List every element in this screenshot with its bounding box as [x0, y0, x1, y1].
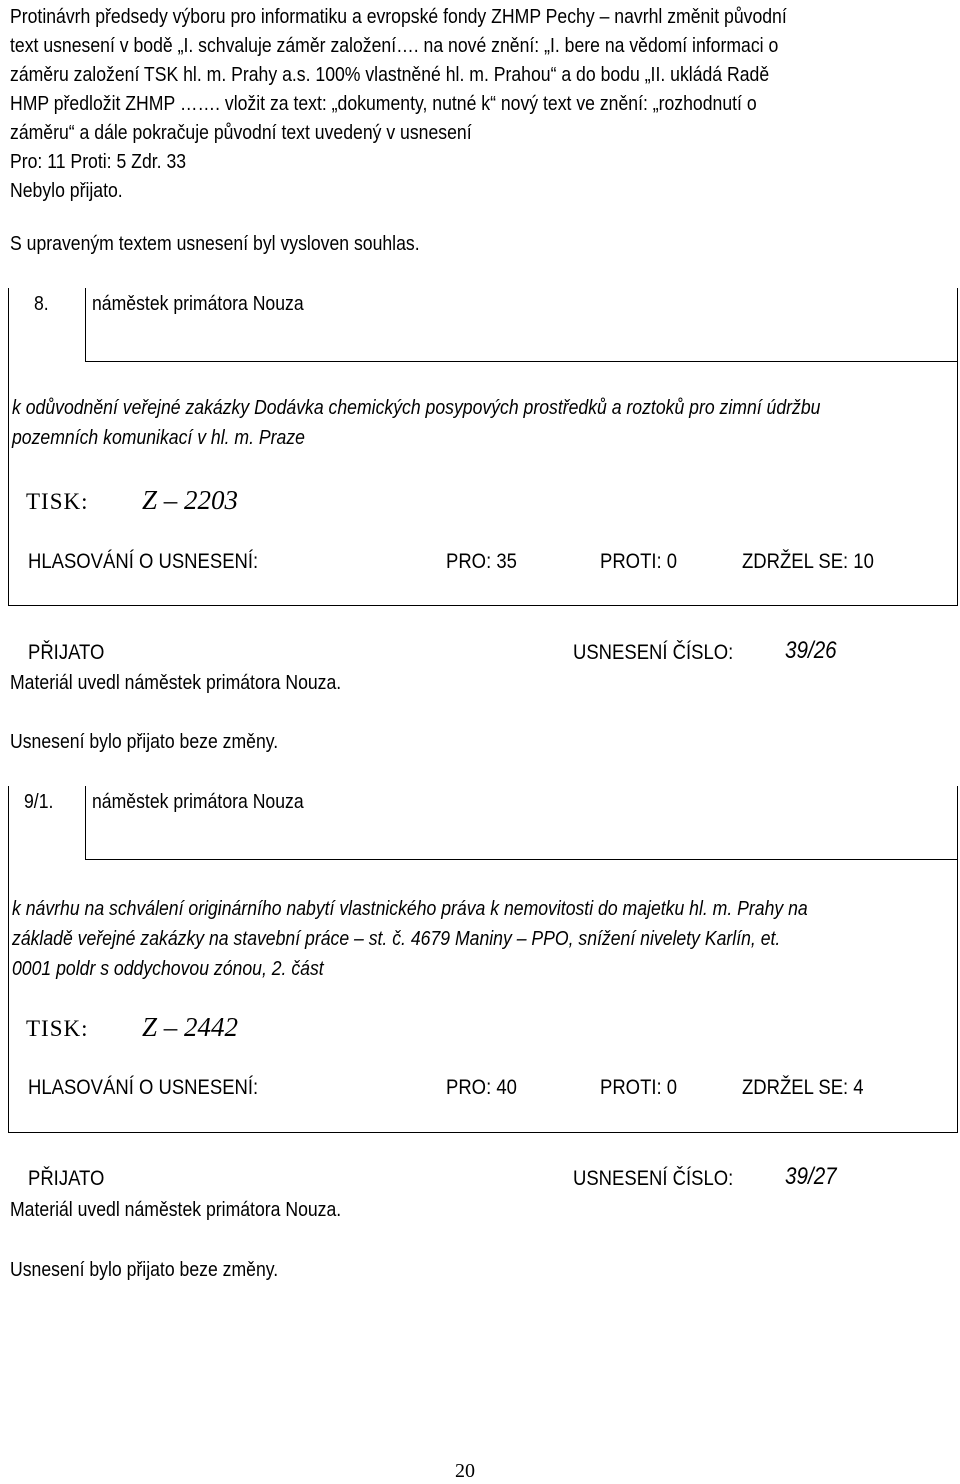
intro-line: text usnesení v bodě „I. schvaluje záměr založení…. na nové znění: „I. bere na vědomí informaci o [10, 34, 779, 57]
resolution-status: PŘIJATO [28, 640, 105, 664]
item-header-underline [85, 859, 958, 860]
resolution-label: USNESENÍ ČÍSLO: [573, 640, 734, 664]
subject-line: základě veřejné zakázky na stavební práce – st. č. 4679 Maniny – PPO, snížení nivelety Karlín, et. [12, 927, 781, 950]
item-presenter: náměstek primátora Nouza [92, 790, 304, 813]
resolution-note: Usnesení bylo přijato beze změny. [10, 730, 279, 753]
resolution-label: USNESENÍ ČÍSLO: [573, 1166, 734, 1190]
subject-line: 0001 poldr s oddychovou zónou, 2. část [12, 957, 324, 980]
intro-line: záměru“ a dále pokračuje původní text uvedený v usnesení [10, 121, 472, 144]
item-header-underline [85, 361, 958, 362]
vote-pro: PRO: 35 [446, 549, 517, 573]
material-note: Materiál uvedl náměstek primátora Nouza. [10, 671, 342, 694]
tisk-code: Z – 2203 [142, 485, 239, 515]
item-number: 9/1. [24, 790, 54, 813]
resolution-note: Usnesení bylo přijato beze změny. [10, 1258, 279, 1281]
resolution-number: 39/27 [785, 1163, 837, 1190]
vote-zdrzel: ZDRŽEL SE: 10 [742, 549, 874, 573]
intro-result: Nebylo přijato. [10, 179, 123, 202]
tisk-code: Z – 2442 [142, 1012, 239, 1042]
item-header-divider [85, 786, 86, 860]
item-header-divider [85, 288, 86, 362]
tisk-label: TISK: [26, 1016, 89, 1041]
subject-line: k odůvodnění veřejné zakázky Dodávka chemických posypových prostředků a roztoků pro zimní údržbu [12, 396, 821, 419]
intro-consent: S upraveným textem usnesení byl vysloven souhlas. [10, 232, 420, 255]
intro-line: záměru založení TSK hl. m. Prahy a.s. 100% vlastněné hl. m. Prahou“ a do bodu „II. ukládá Radě [10, 63, 770, 86]
item-subject [12, 393, 958, 453]
material-note: Materiál uvedl náměstek primátora Nouza. [10, 1198, 342, 1221]
vote-label: HLASOVÁNÍ O USNESENÍ: [28, 549, 259, 573]
intro-vote-line: Pro: 11 Proti: 5 Zdr. 33 [10, 150, 187, 173]
subject-line: k návrhu na schválení originárního nabytí vlastnického práva k nemovitosti do majetku hl. m. Prahy na [12, 897, 808, 920]
vote-label: HLASOVÁNÍ O USNESENÍ: [28, 1075, 259, 1099]
intro-paragraph [10, 2, 956, 205]
intro-line: Protinávrh předsedy výboru pro informatiku a evropské fondy ZHMP Pechy – navrhl změnit původní [10, 5, 787, 28]
intro-line: HMP předložit ZHMP ……. vložit za text: „dokumenty, nutné k“ nový text ve znění: „rozhodnutí o [10, 92, 757, 115]
tisk-label: TISK: [26, 489, 89, 514]
resolution-status: PŘIJATO [28, 1166, 105, 1190]
vote-proti: PROTI: 0 [600, 1075, 678, 1099]
item-subject [12, 894, 958, 984]
page-number: 20 [455, 1460, 475, 1482]
item-presenter: náměstek primátora Nouza [92, 292, 304, 315]
subject-line: pozemních komunikací v hl. m. Praze [12, 426, 305, 449]
vote-zdrzel: ZDRŽEL SE: 4 [742, 1075, 864, 1099]
vote-pro: PRO: 40 [446, 1075, 517, 1099]
item-number: 8. [34, 292, 49, 315]
vote-proti: PROTI: 0 [600, 549, 678, 573]
resolution-number: 39/26 [785, 637, 837, 664]
